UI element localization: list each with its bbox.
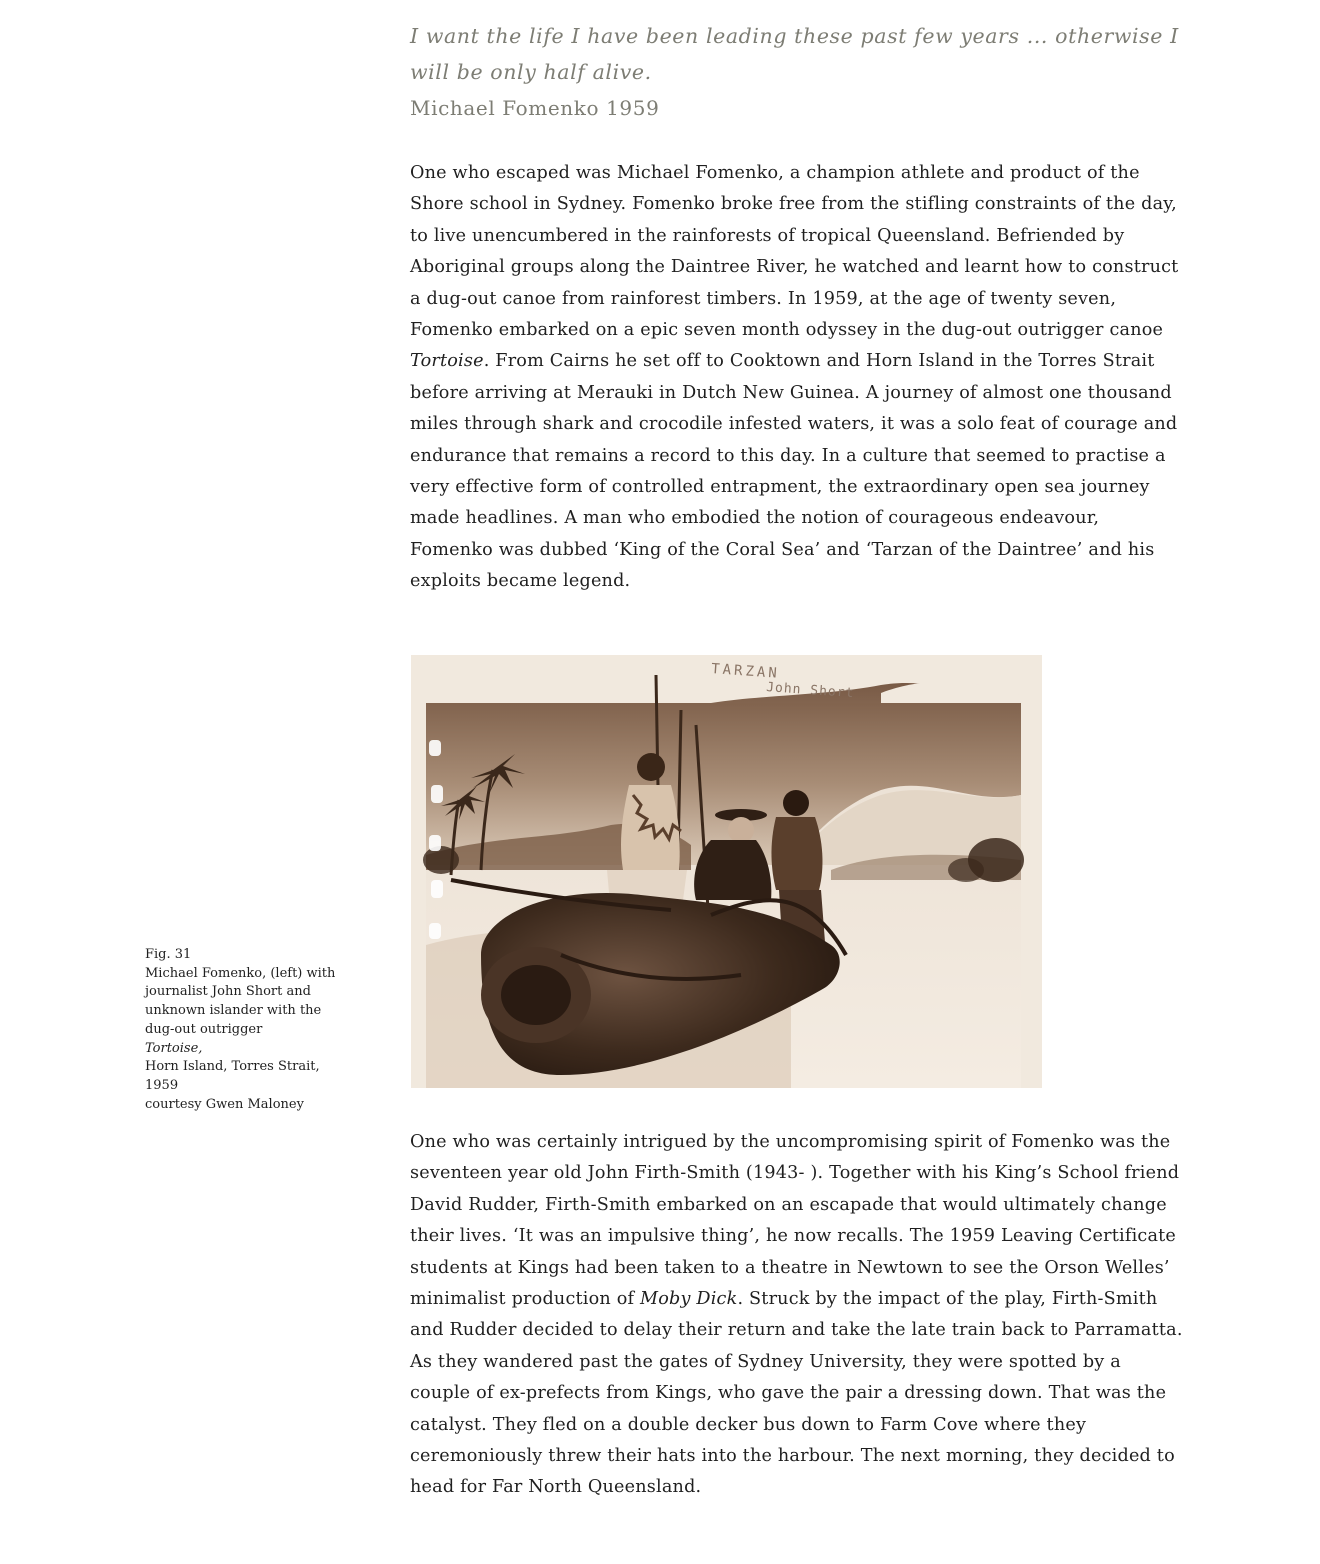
canoe-name: Tortoise bbox=[410, 351, 484, 372]
caption-line-5: Horn Island, Torres Strait, bbox=[145, 1059, 320, 1075]
caption-figure-number: Fig. 31 bbox=[145, 947, 192, 962]
play-name: Moby Dick bbox=[640, 1289, 738, 1310]
paragraph-1-text-b: . From Cairns he set off to Cooktown and Horn Island in the Torres Strait before arriving at Merauki in Dutch New Guinea. A journey of almost one thousand miles through shark and crocodile infested waters, it was a solo feat of courage and endurance that remains a record to this day. In a culture that seemed to practise a very effective form of controlled entrapment, the extraordinary open sea journey made headlines. A man who embodied the notion of courageous endeavour, Fomenko was dubbed ‘King of the Coral Sea’ and ‘Tarzan of the Daintree’ and his exploits became legend. bbox=[410, 351, 1178, 592]
caption-line-6: 1959 bbox=[145, 1077, 179, 1093]
photo-handwriting-name: John Short bbox=[765, 680, 855, 702]
paragraph-2-text-a: One who was certainly intrigued by the uncompromising spirit of Fomenko was the seventeen year old John Firth-Smith (1943- ). Together with his King’s School friend David Rudder, Firth-Smith embarked on an escapade that would ultimately change their lives. ‘It was an impulsive thing’, he now recalls. The 1959 Leaving Certificate students at Kings had been taken to a theatre in Newtown to see the Orson Welles’ minimalist production of bbox=[410, 1132, 1180, 1310]
body-paragraph-2 bbox=[410, 1127, 1185, 1504]
caption-line-3: unknown islander with the bbox=[145, 1003, 322, 1019]
caption-line-4-text: dug-out outrigger bbox=[145, 1021, 263, 1037]
epigraph bbox=[410, 18, 1200, 126]
paragraph-1-text-a: One who escaped was Michael Fomenko, a champion athlete and product of the Shore school in Sydney. Fomenko broke free from the stifling constraints of the day, to live unencumbered in the rainforests of tropical Queensland. Befriended by Aboriginal groups along the Daintree River, he watched and learnt how to construct a dug-out canoe from rainforest timbers. In 1959, at the age of twenty seven, Fomenko embarked on a epic seven month odyssey in the dug-out outrigger canoe bbox=[410, 163, 1179, 341]
caption-credit: courtesy Gwen Maloney bbox=[145, 1096, 304, 1112]
caption-canoe-name: Tortoise, bbox=[145, 1040, 203, 1056]
epigraph-line-1: I want the life I have been leading these past few years ... otherwise I bbox=[410, 24, 1179, 48]
photo-handwriting-tarzan: TARZAN bbox=[710, 661, 781, 682]
body-paragraph-1 bbox=[410, 158, 1185, 598]
figure-photograph bbox=[411, 655, 1042, 1088]
epigraph-line-2: will be only half alive. bbox=[410, 60, 652, 84]
figure-caption bbox=[145, 946, 360, 1114]
epigraph-author: Michael Fomenko 1959 bbox=[410, 96, 660, 120]
paragraph-2-text-b: . Struck by the impact of the play, Firth-Smith and Rudder decided to delay their return and take the late train back to Parramatta. As they wandered past the gates of Sydney University, they were spotted by a couple of ex-prefects from Kings, who gave the pair a dressing down. That was the catalyst. They fled on a double decker bus down to Farm Cove where they ceremoniously threw their hats into the harbour. The next morning, they decided to head for Far North Queensland. bbox=[410, 1289, 1183, 1498]
caption-line-2: journalist John Short and bbox=[145, 984, 311, 1000]
caption-line-4 bbox=[145, 1021, 360, 1058]
epigraph-quote bbox=[410, 18, 1200, 90]
caption-line-1: Michael Fomenko, (left) with bbox=[145, 965, 336, 981]
